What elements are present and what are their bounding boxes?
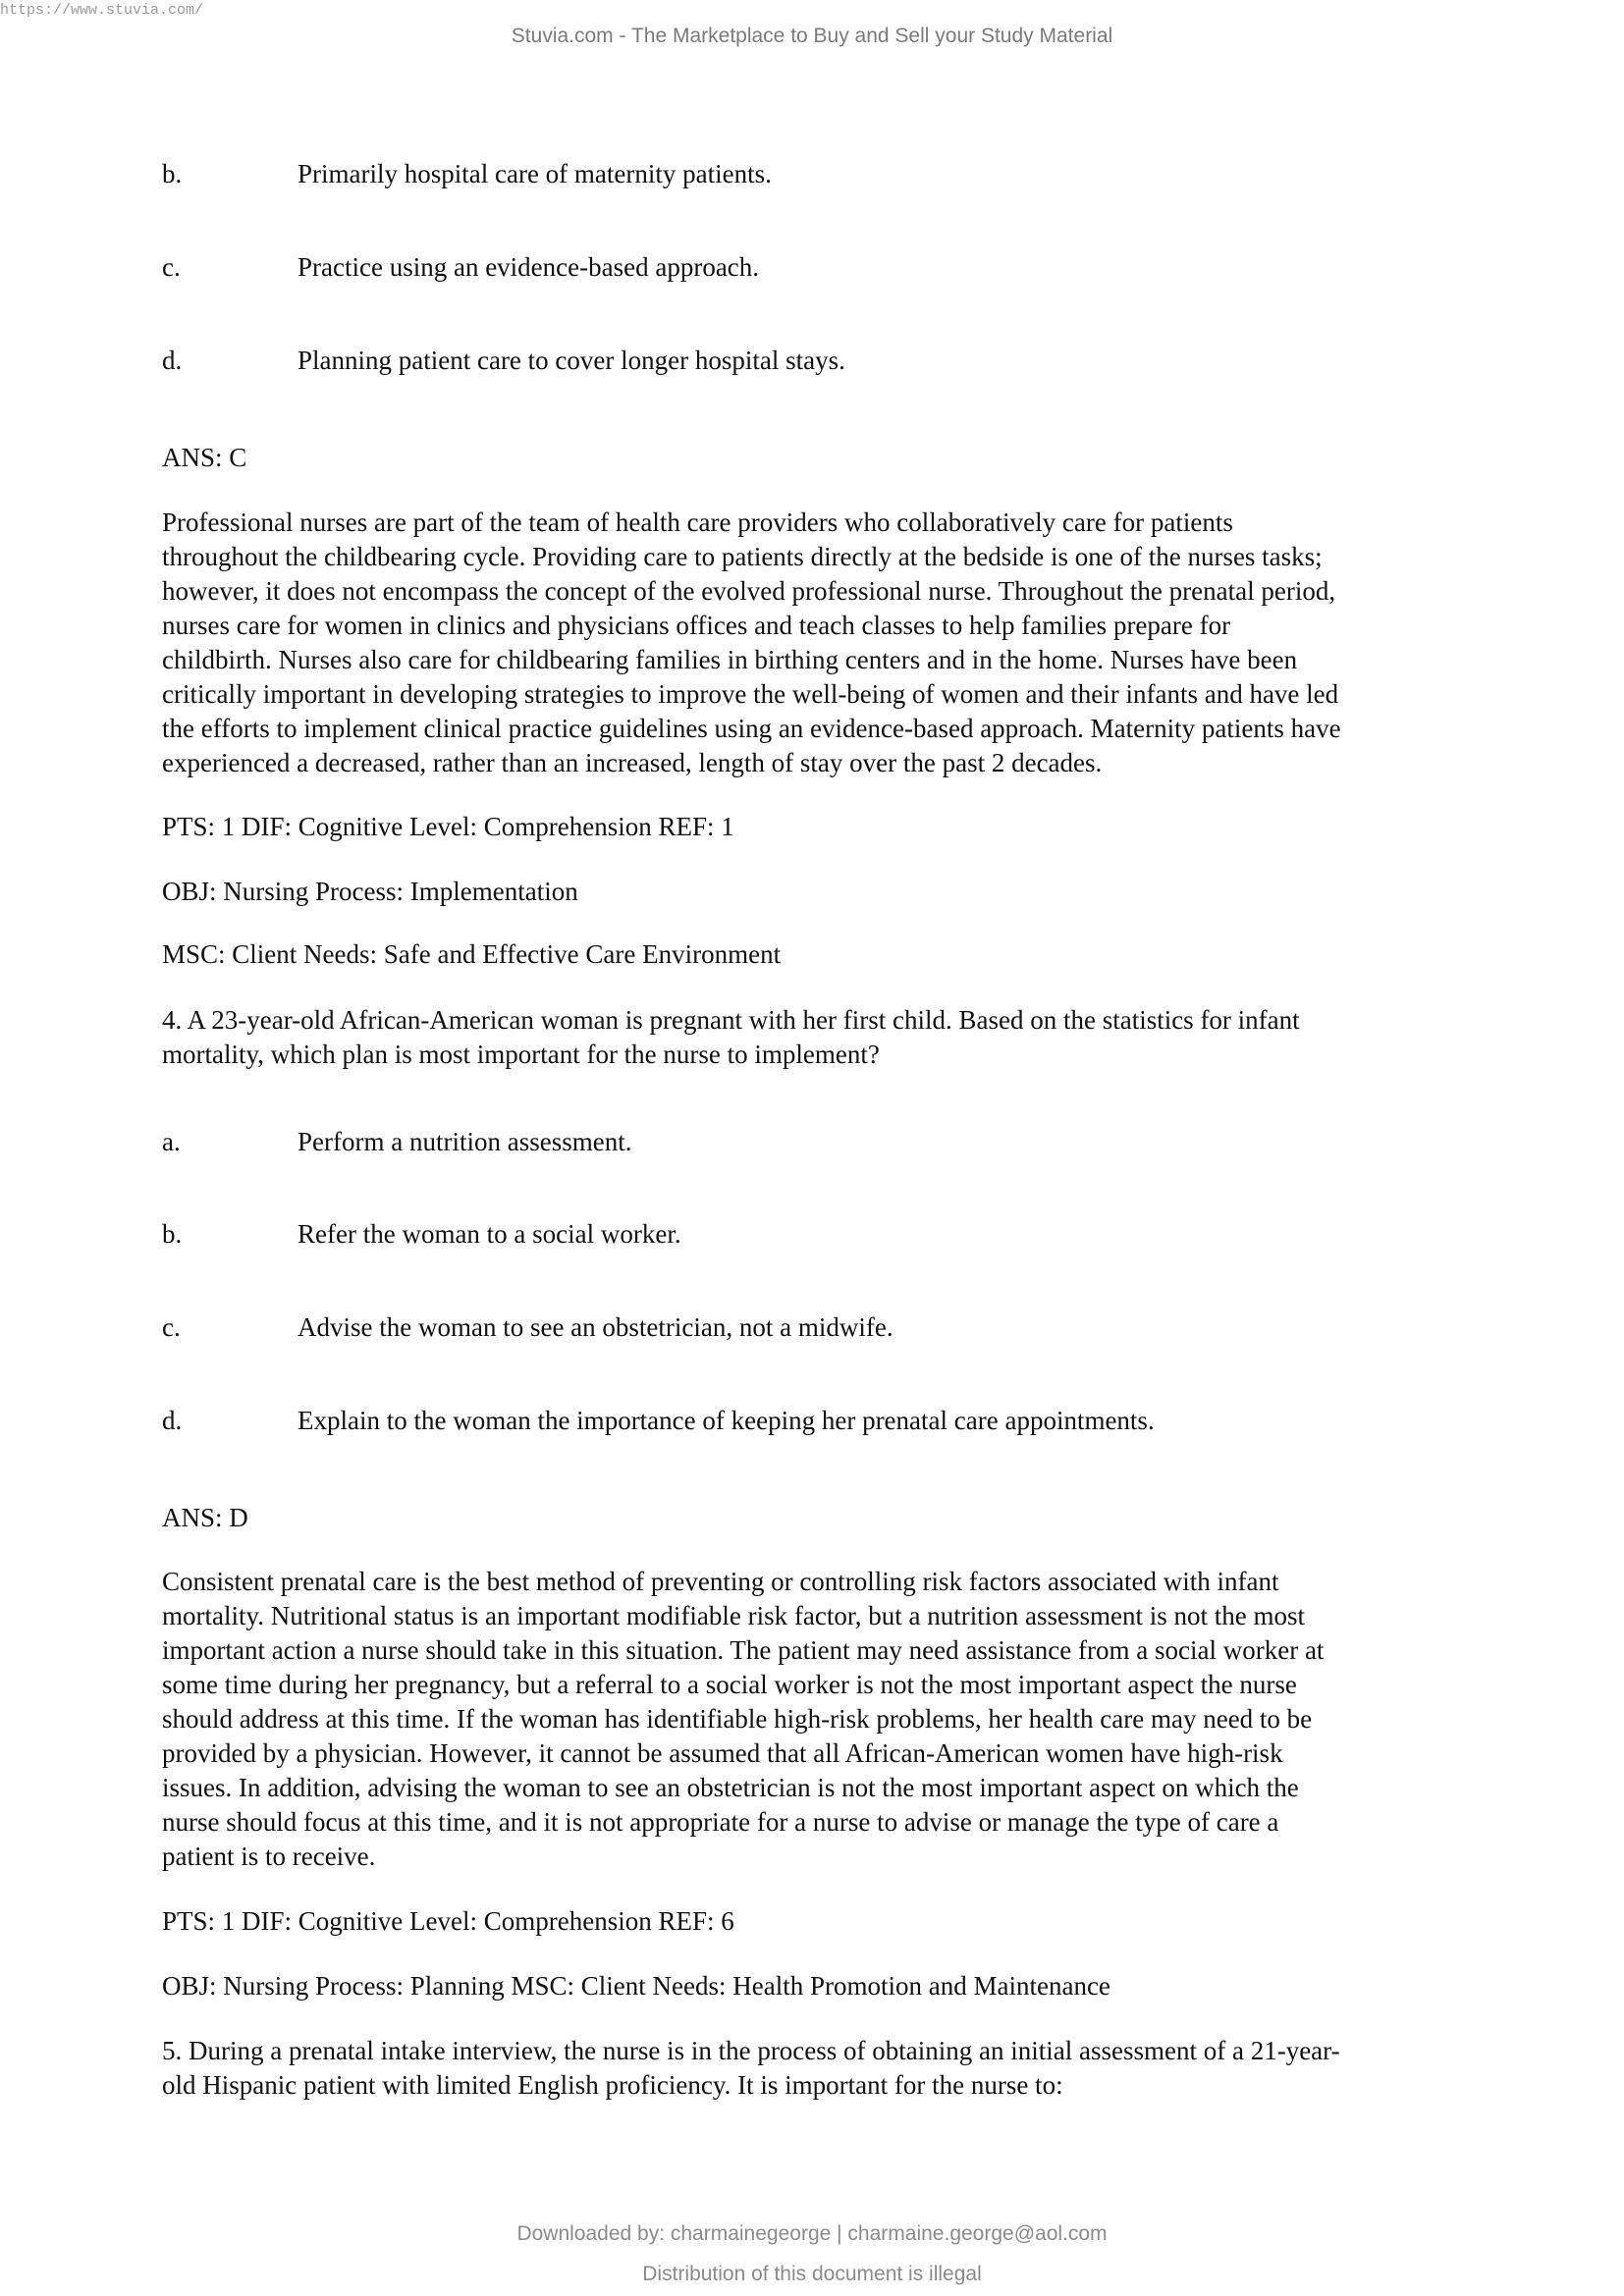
q3-pts: PTS: 1 DIF: Cognitive Level: Comprehension REF: 1 [162, 812, 734, 841]
rationale-line: some time during her pregnancy, but a referral to a social worker is not the most important aspect the nurse [162, 1670, 1297, 1699]
rationale-line: experienced a decreased, rather than an increased, length of stay over the past 2 decades. [162, 748, 1103, 777]
q3-obj: OBJ: Nursing Process: Implementation [162, 877, 578, 906]
rationale-line: throughout the childbearing cycle. Providing care to patients directly at the bedside is one of the nurses tasks; [162, 542, 1323, 571]
q3-answer: ANS: C [162, 443, 247, 472]
rationale-line: critically important in developing strategies to improve the well-being of women and their infants and have led [162, 679, 1339, 709]
q4-pts: PTS: 1 DIF: Cognitive Level: Comprehension REF: 6 [162, 1906, 734, 1936]
option-letter: a. [162, 1127, 181, 1156]
option-text: Planning patient care to cover longer hospital stays. [298, 346, 845, 375]
site-header-title: Stuvia.com - The Marketplace to Buy and Sell your Study Material [511, 25, 1113, 47]
rationale-line: mortality. Nutritional status is an important modifiable risk factor, but a nutrition assessment is not the most [162, 1601, 1305, 1630]
option-letter: c. [162, 252, 181, 282]
footer-downloaded-by: Downloaded by: charmainegeorge | charmaine.george@aol.com [516, 2222, 1108, 2245]
rationale-line: issues. In addition, advising the woman to see an obstetrician is not the most important aspect on which the [162, 1773, 1299, 1802]
question-line: old Hispanic patient with limited English proficiency. It is important for the nurse to: [162, 2070, 1063, 2100]
rationale-line: nurses care for women in clinics and physicians offices and teach classes to help families prepare for [162, 611, 1231, 640]
footer-notice: Distribution of this document is illegal [642, 2263, 982, 2285]
rationale-line: should address at this time. If the woman has identifiable high-risk problems, her health care may need to be [162, 1704, 1313, 1734]
q4-answer: ANS: D [162, 1503, 248, 1532]
option-text: Practice using an evidence-based approach. [298, 252, 760, 282]
option-text: Explain to the woman the importance of keeping her prenatal care appointments. [298, 1406, 1155, 1435]
rationale-line: Professional nurses are part of the team of health care providers who collaboratively care for patients [162, 507, 1233, 537]
q3-msc: MSC: Client Needs: Safe and Effective Care Environment [162, 939, 782, 969]
rationale-line: provided by a physician. However, it cannot be assumed that all African-American women have high-risk [162, 1738, 1283, 1768]
source-url: https://www.stuvia.com/ [0, 2, 204, 19]
option-text: Advise the woman to see an obstetrician, not a midwife. [298, 1312, 893, 1342]
rationale-line: Consistent prenatal care is the best method of preventing or controlling risk factors associated with infant [162, 1567, 1279, 1596]
rationale-line: patient is to receive. [162, 1842, 376, 1871]
q5-question [162, 2034, 1497, 2103]
rationale-line: nurse should focus at this time, and it is not appropriate for a nurse to advise or manage the type of care a [162, 1807, 1279, 1837]
option-letter: d. [162, 1406, 183, 1435]
q4-question [162, 1003, 1497, 1072]
option-text: Refer the woman to a social worker. [298, 1219, 681, 1249]
option-letter: b. [162, 159, 183, 188]
rationale-line: the efforts to implement clinical practice guidelines using an evidence-based approach. Maternity patients have [162, 714, 1341, 743]
rationale-line: important action a nurse should take in this situation. The patient may need assistance from a social worker at [162, 1635, 1325, 1665]
question-line: 5. During a prenatal intake interview, the nurse is in the process of obtaining an initial assessment of a 21-year- [162, 2036, 1340, 2065]
question-line: 4. A 23-year-old African-American woman is pregnant with her first child. Based on the statistics for infant [162, 1005, 1300, 1035]
q4-obj-msc: OBJ: Nursing Process: Planning MSC: Client Needs: Health Promotion and Maintenance [162, 1971, 1110, 2001]
option-letter: c. [162, 1312, 181, 1342]
option-text: Primarily hospital care of maternity patients. [298, 159, 772, 188]
q3-rationale [162, 506, 1497, 780]
option-letter: b. [162, 1219, 183, 1249]
option-letter: d. [162, 346, 183, 375]
q4-rationale [162, 1565, 1497, 1874]
rationale-line: however, it does not encompass the concept of the evolved professional nurse. Throughout the prenatal period, [162, 576, 1336, 606]
question-line: mortality, which plan is most important for the nurse to implement? [162, 1040, 880, 1069]
rationale-line: childbirth. Nurses also care for childbearing families in birthing centers and in the home. Nurses have been [162, 645, 1298, 674]
option-text: Perform a nutrition assessment. [298, 1127, 632, 1156]
